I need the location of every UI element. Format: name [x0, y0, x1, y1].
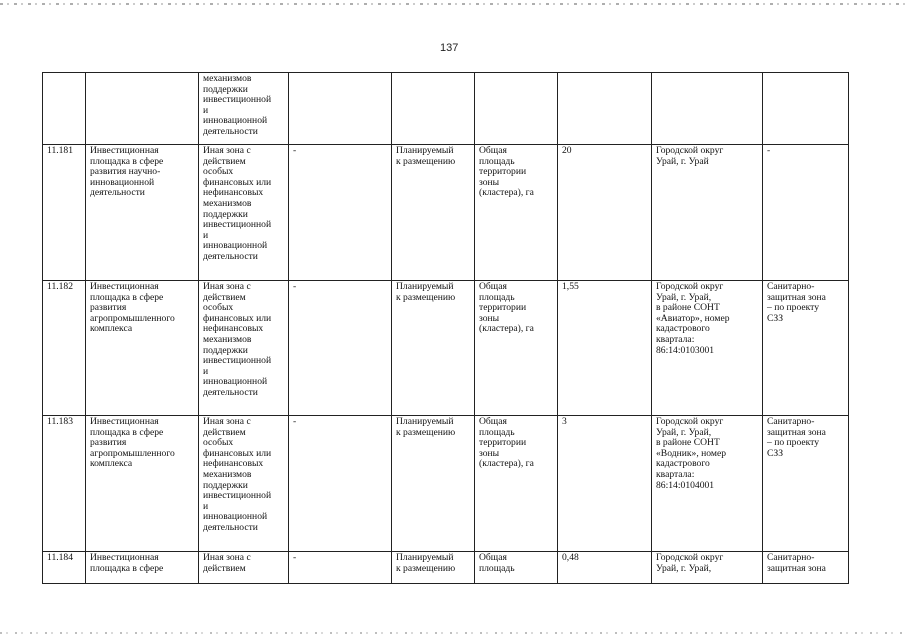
row-number-cell: 11.182 [43, 281, 86, 416]
object-name-cell [86, 73, 199, 145]
table-row [43, 145, 849, 281]
location-cell: Городской округ Урай, г. Урай, в районе СОНТ «Авиатор», номер кадастрового квартала: 86:14:0103001 [652, 281, 763, 416]
objects-table [42, 72, 849, 584]
status-cell: Планируемый к размещению [392, 552, 475, 584]
parameter-cell: Общая площадь территории зоны (кластера), га [475, 145, 558, 281]
table-row [43, 416, 849, 552]
parameter-cell: Общая площадь территории зоны (кластера), га [475, 416, 558, 552]
restrictions-cell: Санитарно- защитная зона [763, 552, 849, 584]
table-row [43, 73, 849, 145]
purpose-cell: - [289, 416, 392, 552]
value-cell [558, 73, 652, 145]
value-cell: 1,55 [558, 281, 652, 416]
status-cell: Планируемый к размещению [392, 416, 475, 552]
object-name-cell: Инвестиционная площадка в сфере развития агропромышленного комплекса [86, 281, 199, 416]
parameter-cell: Общая площадь [475, 552, 558, 584]
purpose-cell: - [289, 281, 392, 416]
status-cell: Планируемый к размещению [392, 145, 475, 281]
row-number-cell: 11.183 [43, 416, 86, 552]
purpose-cell: - [289, 145, 392, 281]
value-cell: 0,48 [558, 552, 652, 584]
zone-type-cell: механизмов поддержки инвестиционной и инновационной деятельности [199, 73, 289, 145]
zone-type-cell: Иная зона с действием [199, 552, 289, 584]
purpose-cell [289, 73, 392, 145]
scan-edge-bottom [0, 632, 905, 634]
zone-type-cell: Иная зона с действием особых финансовых или нефинансовых механизмов поддержки инвестиционной и инновационной деятельности [199, 416, 289, 552]
value-cell: 20 [558, 145, 652, 281]
table-row [43, 281, 849, 416]
location-cell [652, 73, 763, 145]
location-cell: Городской округ Урай, г. Урай, в районе СОНТ «Водник», номер кадастрового квартала: 86:14:0104001 [652, 416, 763, 552]
value-cell: 3 [558, 416, 652, 552]
restrictions-cell: - [763, 145, 849, 281]
row-number-cell: 11.184 [43, 552, 86, 584]
zone-type-cell: Иная зона с действием особых финансовых или нефинансовых механизмов поддержки инвестиционной и инновационной деятельности [199, 281, 289, 416]
parameter-cell [475, 73, 558, 145]
object-name-cell: Инвестиционная площадка в сфере развития научно- инновационной деятельности [86, 145, 199, 281]
restrictions-cell: Санитарно- защитная зона – по проекту СЗЗ [763, 281, 849, 416]
location-cell: Городской округ Урай, г. Урай, [652, 552, 763, 584]
restrictions-cell [763, 73, 849, 145]
page-number: 137 [440, 42, 459, 54]
object-name-cell: Инвестиционная площадка в сфере [86, 552, 199, 584]
restrictions-cell: Санитарно- защитная зона – по проекту СЗЗ [763, 416, 849, 552]
table-row [43, 552, 849, 584]
purpose-cell: - [289, 552, 392, 584]
parameter-cell: Общая площадь территории зоны (кластера), га [475, 281, 558, 416]
status-cell [392, 73, 475, 145]
location-cell: Городской округ Урай, г. Урай [652, 145, 763, 281]
zone-type-cell: Иная зона с действием особых финансовых или нефинансовых механизмов поддержки инвестиционной и инновационной деятельности [199, 145, 289, 281]
row-number-cell: 11.181 [43, 145, 86, 281]
status-cell: Планируемый к размещению [392, 281, 475, 416]
object-name-cell: Инвестиционная площадка в сфере развития агропромышленного комплекса [86, 416, 199, 552]
row-number-cell [43, 73, 86, 145]
scan-edge-top [0, 3, 905, 5]
